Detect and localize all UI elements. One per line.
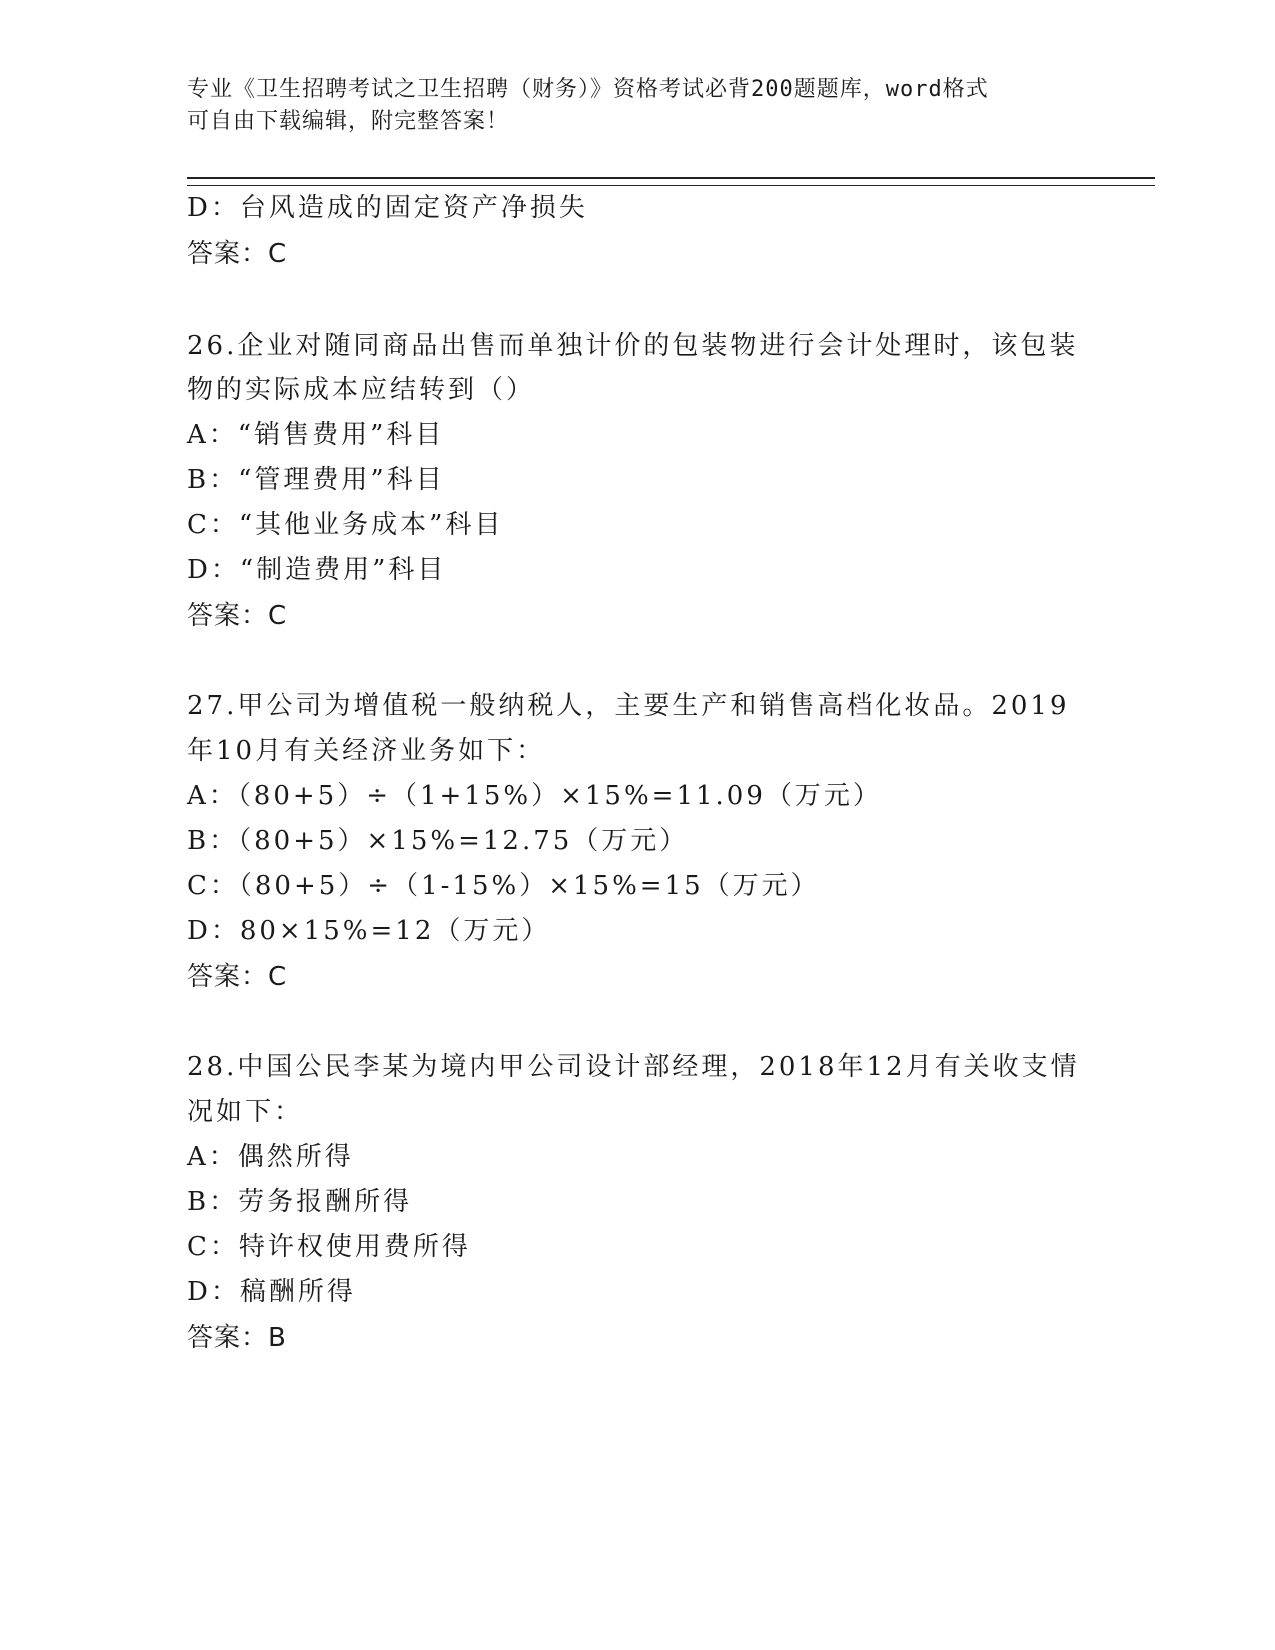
header-line-2: 可自由下载编辑，附完整答案！: [187, 109, 510, 134]
question-stem-cont: 况如下：: [187, 1097, 304, 1127]
answer: 答案：C: [187, 962, 288, 992]
header-divider: [187, 177, 1155, 186]
option-b: B：劳务报酬所得: [187, 1187, 413, 1217]
question-stem: 26.企业对随同商品出售而单独计价的包装物进行会计处理时，该包装: [187, 331, 1079, 361]
option-d: D：台风造成的固定资产净损失: [187, 193, 588, 223]
option-d: D：“制造费用”科目: [187, 555, 447, 585]
page-header: [187, 74, 1087, 138]
header-line-1: 专业《卫生招聘考试之卫生招聘（财务）》资格考试必背200题题库，word格式: [187, 77, 989, 102]
option-a: A：（80+5）÷（1+15%）×15%=11.09（万元）: [187, 781, 882, 811]
option-d: D：稿酬所得: [187, 1277, 356, 1307]
option-b: B：“管理费用”科目: [187, 465, 445, 495]
answer: 答案：C: [187, 601, 288, 631]
question-stem: 28.中国公民李某为境内甲公司设计部经理，2018年12月有关收支情: [187, 1052, 1080, 1082]
option-c: C：（80+5）÷（1-15%）×15%=15（万元）: [187, 871, 820, 901]
option-c: C：特许权使用费所得: [187, 1232, 471, 1262]
option-c: C：“其他业务成本”科目: [187, 510, 504, 540]
answer: 答案：C: [187, 239, 288, 269]
option-b: B：（80+5）×15%=12.75（万元）: [187, 826, 689, 856]
option-a: A：偶然所得: [187, 1142, 354, 1172]
question-stem-cont: 年10月有关经济业务如下：: [187, 736, 546, 766]
question-stem-cont: 物的实际成本应结转到（）: [187, 375, 536, 405]
answer: 答案：B: [187, 1323, 287, 1353]
option-a: A：“销售费用”科目: [187, 420, 445, 450]
question-stem: 27.甲公司为增值税一般纳税人，主要生产和销售高档化妆品。2019: [187, 691, 1070, 721]
option-d: D：80×15%=12（万元）: [187, 916, 551, 946]
